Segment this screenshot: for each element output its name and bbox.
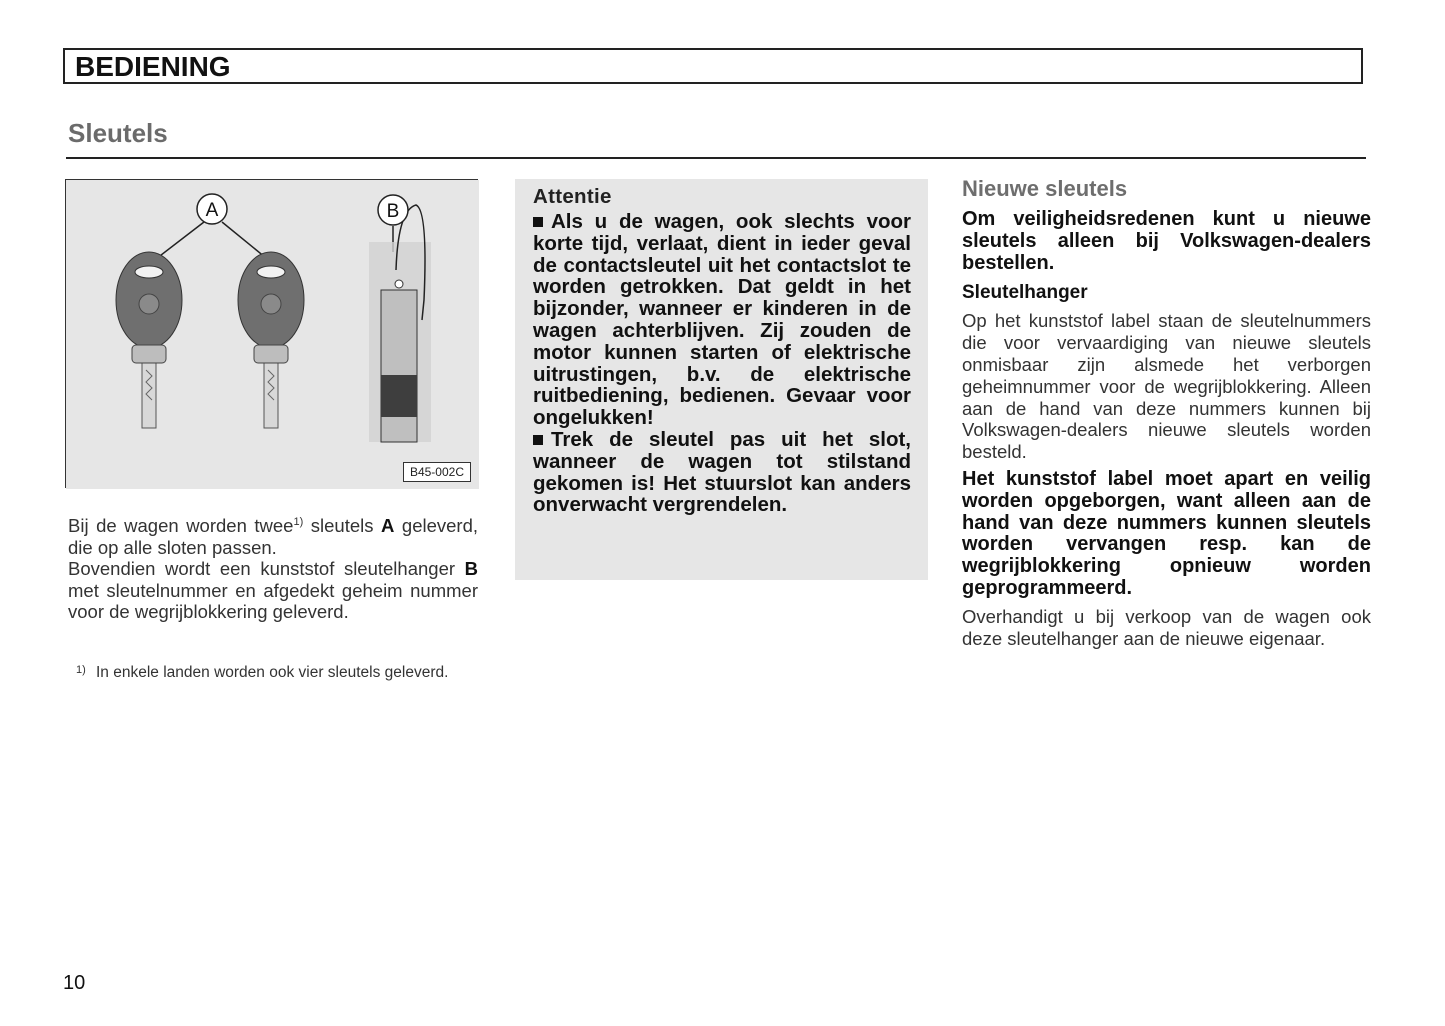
page-number: 10 <box>63 972 86 994</box>
right-column <box>962 176 1371 649</box>
figure-code: B45-002C <box>403 462 471 482</box>
attention-box <box>515 179 928 580</box>
label-b: B <box>386 201 400 222</box>
bullet-icon <box>533 435 543 445</box>
section-title: Sleutels <box>68 118 168 148</box>
attention-item-1: Als u de wagen, ook slechts voor korte tijd, verlaat, dient in ieder geval de contactsleutel uit het contactslot te worden getrokken. Dat geldt in het bijzonder, wanneer er kinderen in de wagen achterblijven. Zij zouden de motor kunnen starten of elektrische uitrustingen, b.v. de elektrische ruitbediening, bedienen. Gevaar voor ongelukken! <box>533 210 911 430</box>
footnote <box>76 662 476 683</box>
keys-description <box>68 512 478 623</box>
keys-figure <box>65 179 478 488</box>
keychain-heading: Sleutelhanger <box>962 282 1088 304</box>
footnote-text: In enkele landen worden ook vier sleutels geleverd. <box>96 664 449 681</box>
bullet-icon <box>533 217 543 227</box>
section-rule <box>66 157 1366 159</box>
chapter-title: BEDIENING <box>75 51 231 82</box>
keychain-text: Op het kunststof label staan de sleutelnummers die voor vervaardiging van nieuwe sleutels onmisbaar zijn alsmede het verborgen geheimnummer voor de wegrijblokkering. Alleen aan de hand van deze nummers kunnen bij Volkswagen-dealers nieuwe sleutels worden besteld. <box>962 310 1371 463</box>
keychain-warning: Het kunststof label moet apart en veilig worden opgeborgen, want alleen aan de hand van deze nummers kunnen sleutels worden vervangen resp. kan de wegrijblokkering opnieuw worden geprogrammeerd. <box>962 467 1371 599</box>
attention-item-2: Trek de sleutel pas uit het slot, wanneer de wagen tot stilstand gekomen is! Het stuurslot kan anders onverwacht vergrendelen. <box>533 427 911 517</box>
chapter-header <box>63 48 1363 84</box>
footnote-mark: 1) <box>76 664 86 676</box>
footnote-ref: 1) <box>293 516 304 528</box>
keychain-handover: Overhandigt u bij verkoop van de wagen ook deze sleutelhanger aan de nieuwe eigenaar. <box>962 605 1371 649</box>
keys-paragraph-1: Bij de wagen worden twee$^{1)}$ sleutels A geleverd, die op alle sloten passen. <box>68 515 479 558</box>
label-a: A <box>205 200 219 221</box>
keys-illustration <box>66 180 479 489</box>
new-keys-text: Om veiligheidsredenen kunt u nieuwe sleutels alleen bij Volkswagen-dealers bestellen. <box>962 208 1371 274</box>
new-keys-heading: Nieuwe sleutels <box>962 176 1128 201</box>
keys-paragraph-2: Bovendien wordt een kunststof sleutelhanger B met sleutelnummer en afgedekt geheim nummer voor de wegrijblokkering geleverd. <box>68 558 478 623</box>
attention-title: Attentie <box>533 185 612 208</box>
